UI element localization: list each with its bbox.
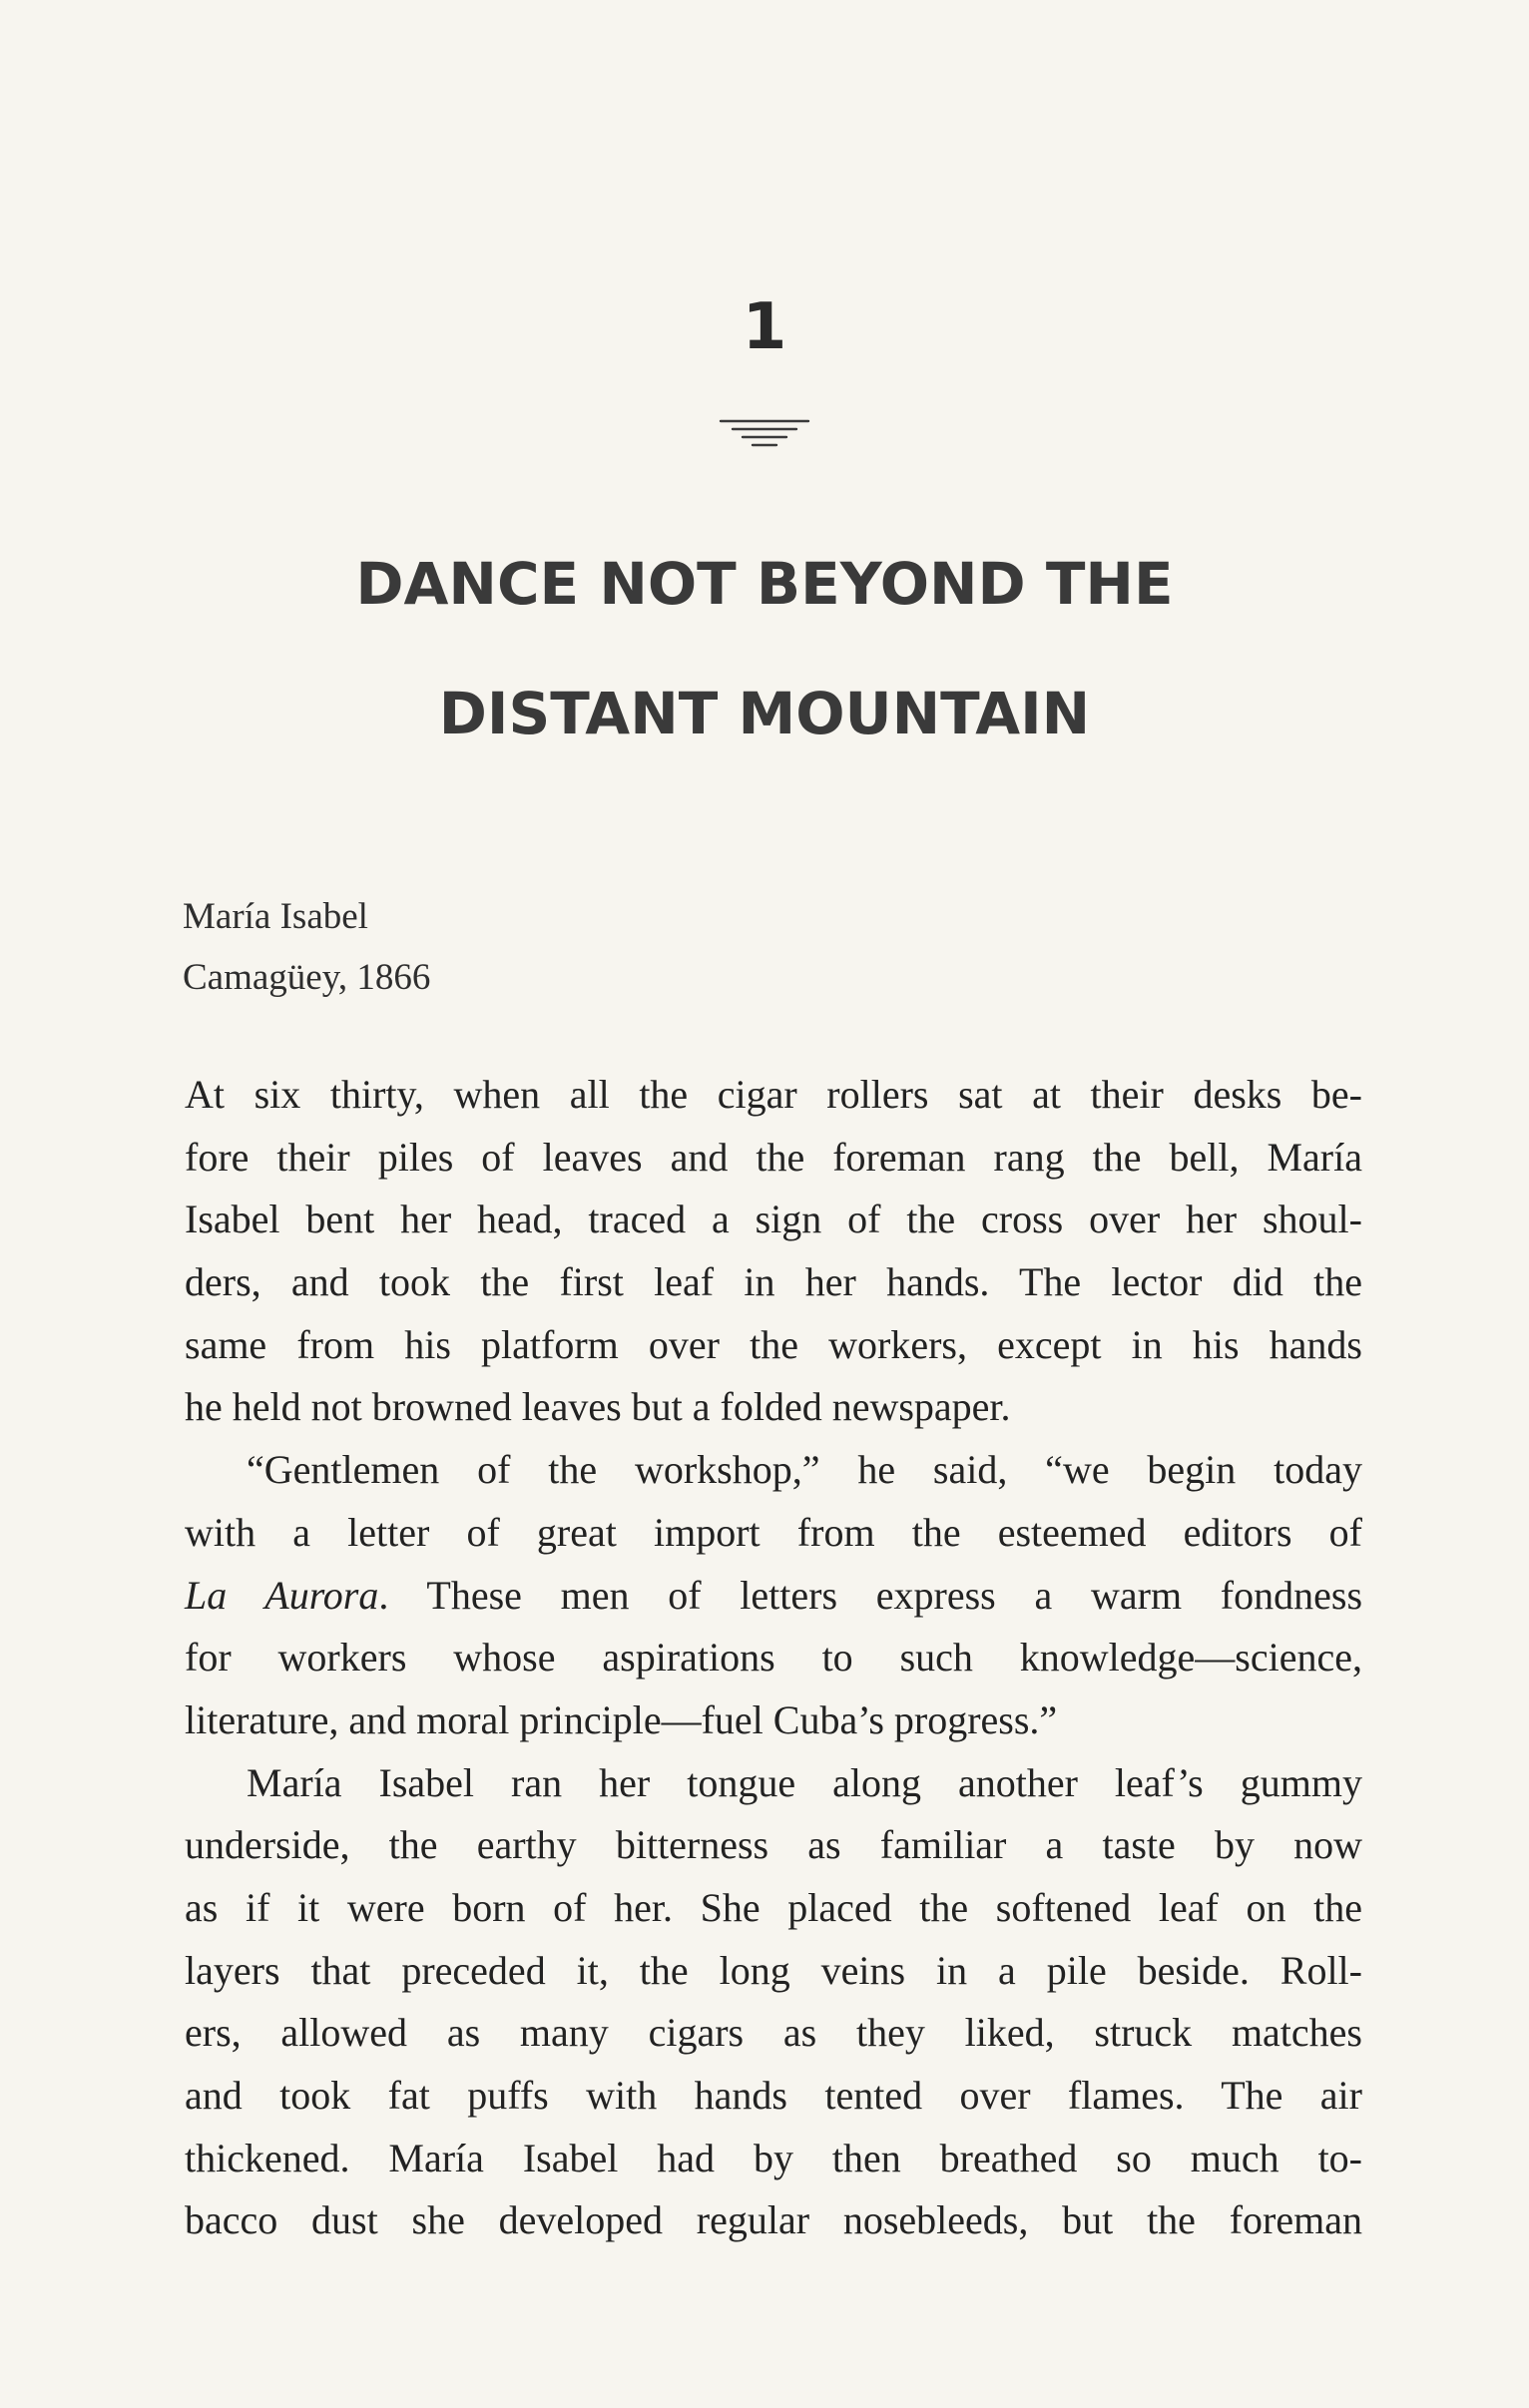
- section-byline: [183, 886, 430, 1008]
- newspaper-name: La Aurora: [185, 1572, 379, 1618]
- text-line: “Gentlemen of the workshop,” he said, “we begin today: [247, 1447, 1362, 1493]
- text-line: layers that preceded it, the long veins in a pile beside. Roll-: [185, 1947, 1362, 1993]
- text-line: Isabel bent her head, traced a sign of the cross over her shoul-: [185, 1197, 1362, 1242]
- text-line-rest: . These men of letters express a warm fondness: [378, 1572, 1363, 1618]
- chapter-title: [0, 550, 1529, 814]
- chapter-ornament-icon: [715, 415, 814, 455]
- text-line: thickened. María Isabel had by then breathed so much to-: [185, 2135, 1362, 2180]
- body-text: [185, 1064, 1362, 2252]
- byline-place-date: Camagüey, 1866: [183, 957, 431, 998]
- text-line: and took fat puffs with hands tented over flames. The air: [185, 2073, 1362, 2118]
- text-line: ders, and took the first leaf in her hands. The lector did the: [185, 1259, 1362, 1305]
- text-line: for workers whose aspirations to such knowledge—science,: [185, 1635, 1362, 1681]
- text-line: as if it were born of her. She placed the softened leaf on the: [185, 1884, 1362, 1930]
- chapter-title-line-1: DANCE NOT BEYOND THE: [355, 550, 1174, 618]
- text-line: literature, and moral principle—fuel Cuba’s progress.”: [185, 1696, 1058, 1742]
- text-line: he held not browned leaves but a folded newspaper.: [185, 1384, 1011, 1430]
- text-line: with a letter of great import from the esteemed editors of: [185, 1509, 1362, 1555]
- text-line: ers, allowed as many cigars as they liked, struck matches: [185, 2010, 1362, 2056]
- chapter-number: 1: [742, 290, 787, 364]
- text-line: underside, the earthy bitterness as familiar a taste by now: [185, 1822, 1362, 1868]
- chapter-title-line-2: DISTANT MOUNTAIN: [438, 680, 1091, 747]
- text-line: At six thirty, when all the cigar rollers sat at their desks be-: [185, 1072, 1362, 1117]
- text-line: fore their piles of leaves and the foreman rang the bell, María: [185, 1134, 1362, 1180]
- text-line: [185, 1565, 1362, 1628]
- text-line: María Isabel ran her tongue along another leaf’s gummy: [247, 1759, 1362, 1805]
- text-line: bacco dust she developed regular nosebleeds, but the foreman: [185, 2197, 1362, 2243]
- byline-name: María Isabel: [183, 896, 368, 937]
- text-line: same from his platform over the workers, except in his hands: [185, 1321, 1362, 1367]
